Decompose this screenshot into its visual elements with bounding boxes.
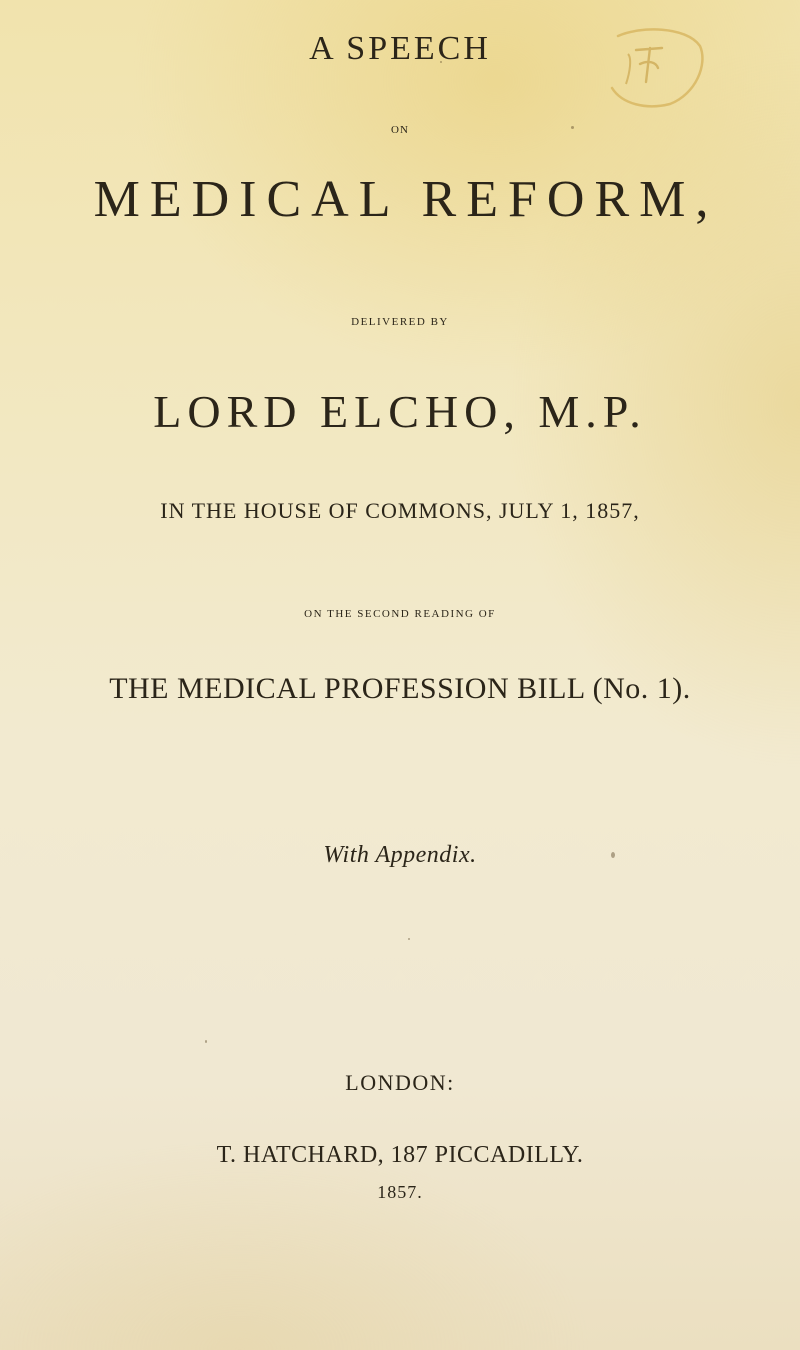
imprint-publisher: T. HATCHARD, 187 PICCADILLY.: [216, 1142, 584, 1168]
delivered-by-label: DELIVERED BY: [351, 316, 449, 328]
imprint-year: 1857.: [377, 1182, 423, 1202]
paper-speck: [571, 126, 574, 129]
library-stamp-icon: [600, 24, 706, 108]
heading: A SPEECH: [309, 30, 491, 67]
paper-speck: [408, 938, 410, 940]
imprint-city: LONDON:: [345, 1070, 455, 1095]
paper-speck: [440, 61, 442, 63]
paper-speck: [205, 1040, 207, 1043]
bill-title: THE MEDICAL PROFESSION BILL (No. 1).: [109, 672, 691, 705]
main-title: MEDICAL REFORM,: [93, 171, 719, 228]
on-label: ON: [391, 124, 409, 136]
speaker-name: LORD ELCHO, M.P.: [153, 386, 647, 437]
venue-date: IN THE HOUSE OF COMMONS, JULY 1, 1857,: [160, 498, 640, 523]
appendix-note: With Appendix.: [323, 842, 477, 868]
paper-speck: [611, 852, 615, 858]
occasion-label: ON THE SECOND READING OF: [304, 608, 496, 620]
